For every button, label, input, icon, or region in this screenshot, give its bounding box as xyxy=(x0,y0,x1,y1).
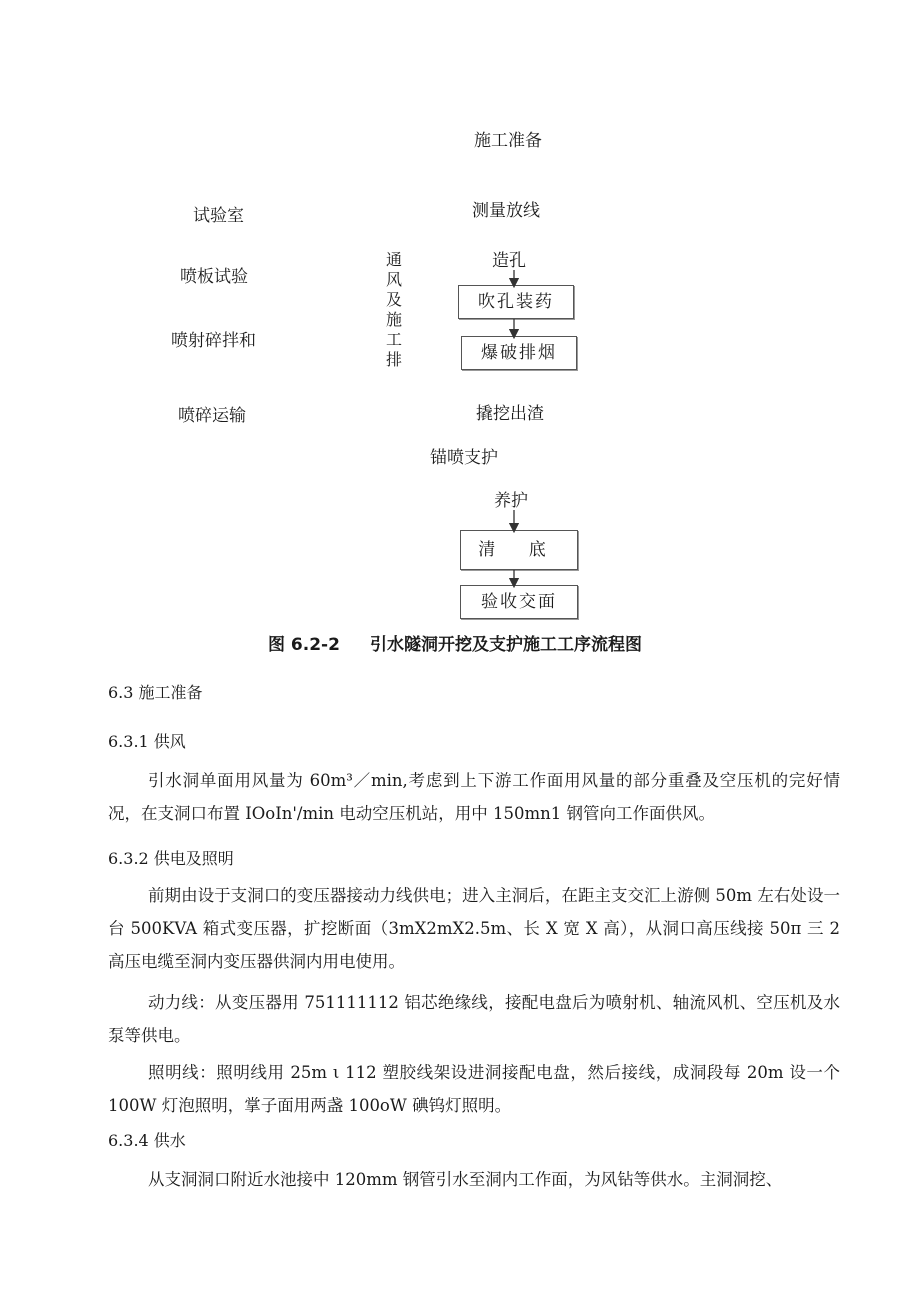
section-heading-6-3-1: 6.3.1 供风 xyxy=(108,732,186,751)
flow-node-mix: 喷射碎拌和 xyxy=(171,331,256,351)
flow-node-muck: 撬挖出渣 xyxy=(476,404,544,424)
paragraph-power-supply: 前期由设于支洞口的变压器接动力线供电；进入主洞后，在距主支交汇上游侧 50m 左右处设一台 500KVA 箱式变压器，扩挖断面（3mX2mX2.5m、长 X 宽 X 高），从洞口高压线接 50π 三 2 高压电缆至洞内变压器供洞内用电使用。 xyxy=(108,886,840,971)
flow-box-blow: 吹孔装药 xyxy=(458,285,574,319)
flow-arrows xyxy=(0,0,920,640)
flow-node-cure: 养护 xyxy=(494,491,528,511)
flow-node-lab: 试验室 xyxy=(193,206,244,226)
flow-node-prep: 施工准备 xyxy=(474,131,542,151)
flow-box-clean: 清 底 xyxy=(460,530,578,570)
flow-node-transport: 喷碎运输 xyxy=(178,406,246,426)
paragraph-power-line: 动力线：从变压器用 751111112 铝芯绝缘线，接配电盘后为喷射机、轴流风机、空压机及水泵等供电。 xyxy=(108,993,840,1045)
section-heading-6-3-4: 6.3.4 供水 xyxy=(108,1131,186,1150)
section-heading-6-3: 6.3 施工准备 xyxy=(108,683,203,702)
flow-node-support: 锚喷支护 xyxy=(430,448,498,468)
paragraph-lighting-line: 照明线：照明线用 25m ι 112 塑胶线架设进洞接配电盘，然后接线，成洞段每 20m 设一个 100W 灯泡照明，掌子面用两盏 100oW 碘钨灯照明。 xyxy=(108,1063,840,1115)
flow-vertical-label: 通风及施工排 xyxy=(385,250,402,369)
flow-node-trial: 喷板试验 xyxy=(180,267,248,287)
figure-title: 引水隧洞开挖及支护施工工序流程图 xyxy=(370,635,642,655)
flow-node-drill: 造孔 xyxy=(492,251,526,271)
paragraph-air-supply: 引水洞单面用风量为 60m³／min,考虑到上下游工作面用风量的部分重叠及空压机的完好情况，在支洞口布置 IOoIn'/min 电动空压机站，用中 150mn1 钢管向工作面供风。 xyxy=(108,771,840,823)
flow-box-blast: 爆破排烟 xyxy=(461,336,577,370)
flow-node-survey: 测量放线 xyxy=(472,201,540,221)
paragraph-water-supply: 从支洞洞口附近水池接中 120mm 钢管引水至洞内工作面，为风钻等供水。主洞洞挖、 xyxy=(148,1170,783,1189)
section-heading-6-3-2: 6.3.2 供电及照明 xyxy=(108,849,234,868)
flow-box-accept: 验收交面 xyxy=(460,585,578,619)
figure-number: 图 6.2-2 xyxy=(268,635,340,655)
